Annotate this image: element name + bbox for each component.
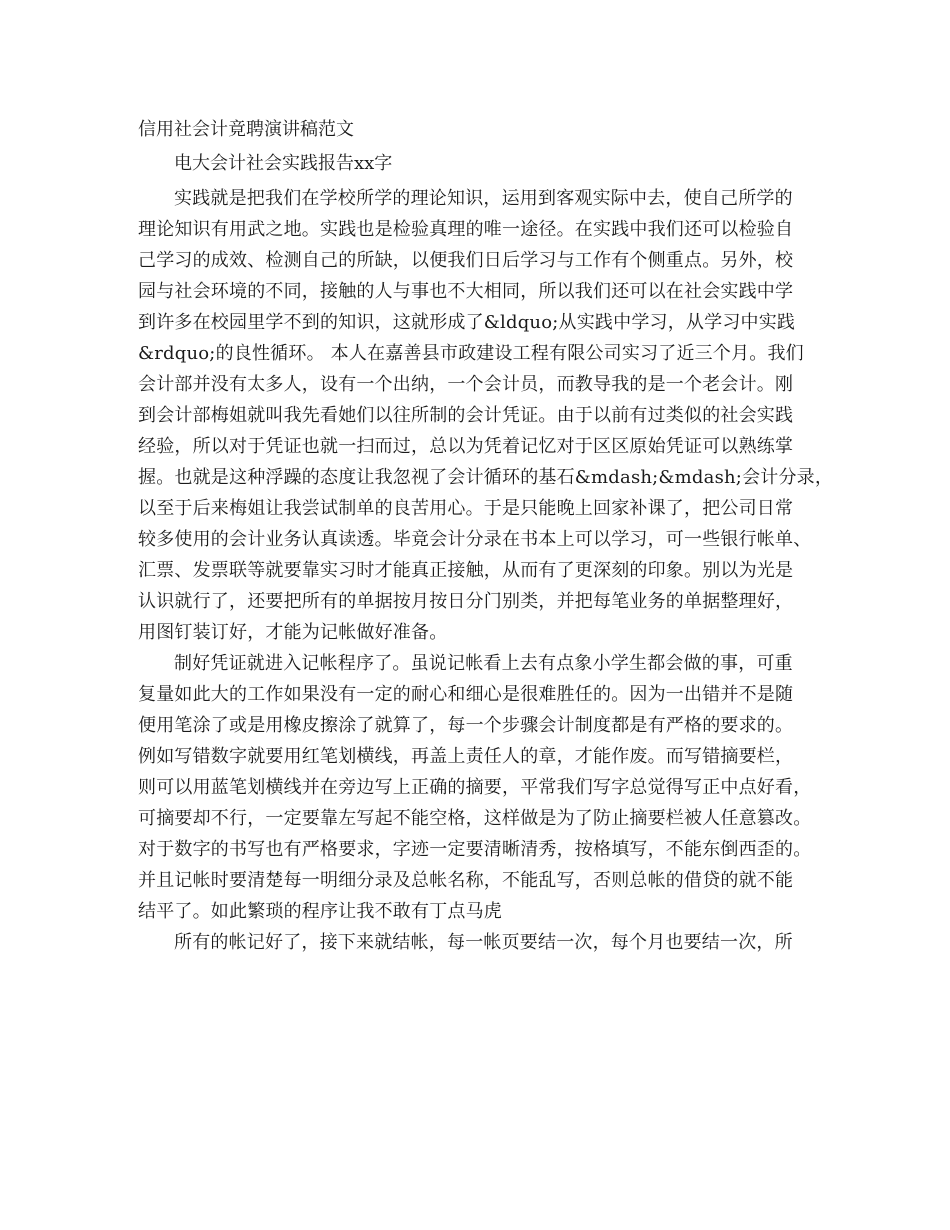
paragraph-line: 以至于后来梅姐让我尝试制单的良苦用心。于是只能晚上回家补课了，把公司日常 [138,498,794,519]
paragraph-line: 可摘要却不行，一定要靠左写起不能空格，这样做是为了防止摘要栏被人任意篡改。 [138,808,812,829]
paragraph-line: 到许多在校园里学不到的知识，这就形成了&ldquo;从实践中学习，从学习中实践 [138,312,796,333]
paragraph-line: 到会计部梅姐就叫我先看她们以往所制的会计凭证。由于以前有过类似的社会实践 [138,405,794,426]
paragraph-line: 用图钉装订好，才能为记帐做好准备。 [138,622,448,643]
paragraph-line: 例如写错数字就要用红笔划横线，再盖上责任人的章，才能作废。而写错摘要栏， [138,746,794,767]
page-title: 信用社会计竟聘演讲稿范文 [138,119,354,140]
document-body [138,183,834,958]
paragraph-line: 结平了。如此繁琐的程序让我不敢有丁点马虎 [138,901,502,922]
paragraph-line: 己学习的成效、检测自己的所缺，以便我们日后学习与工作有个侧重点。另外，校 [138,250,794,271]
paragraph-line: 制好凭证就进入记帐程序了。虽说记帐看上去有点象小学生都会做的事，可重 [174,653,793,674]
paragraph-line: 理论知识有用武之地。实践也是检验真理的唯一途径。在实践中我们还可以检验自 [138,219,794,240]
paragraph-line: 复量如此大的工作如果没有一定的耐心和细心是很难胜任的。因为一出错并不是随 [138,684,794,705]
paragraph-line: 经验，所以对于凭证也就一扫而过，总以为凭着记忆对于区区原始凭证可以熟练掌 [138,436,794,457]
paragraph-line: 握。也就是这种浮躁的态度让我忽视了会计循环的基石&mdash;&mdash;会计分录， [138,467,834,488]
paragraph-line: 实践就是把我们在学校所学的理论知识，运用到客观实际中去，使自己所学的 [174,188,793,209]
paragraph-line: 会计部并没有太多人，设有一个出纳，一个会计员，而教导我的是一个老会计。刚 [138,374,794,395]
paragraph-line: 所有的帐记好了，接下来就结帐，每一帐页要结一次，每个月也要结一次，所 [174,932,793,953]
paragraph-line: &rdquo;的良性循环。 本人在嘉善县市政建设工程有限公司实习了近三个月。我们 [138,343,804,364]
paragraph-line: 便用笔涂了或是用橡皮擦涂了就算了，每一个步骤会计制度都是有严格的要求的。 [138,715,794,736]
paragraph-line: 汇票、发票联等就要靠实习时才能真正接触，从而有了更深刻的印象。别以为光是 [138,560,794,581]
paragraph-line: 较多使用的会计业务认真读透。毕竟会计分录在书本上可以学习，可一些银行帐单、 [138,529,812,550]
paragraph-line: 则可以用蓝笔划横线并在旁边写上正确的摘要，平常我们写字总觉得写正中点好看， [138,777,812,798]
paragraph-line: 园与社会环境的不同，接触的人与事也不大相同，所以我们还可以在社会实践中学 [138,281,794,302]
paragraph-line: 对于数字的书写也有严格要求，字迹一定要清晰清秀，按格填写，不能东倒西歪的。 [138,839,812,860]
paragraph-line: 并且记帐时要清楚每一明细分录及总帐名称，不能乱写，否则总帐的借贷的就不能 [138,870,794,891]
page-subtitle: 电大会计社会实践报告xx字 [174,153,393,174]
paragraph-line: 认识就行了，还要把所有的单据按月按日分门别类，并把每笔业务的单据整理好， [138,591,794,612]
